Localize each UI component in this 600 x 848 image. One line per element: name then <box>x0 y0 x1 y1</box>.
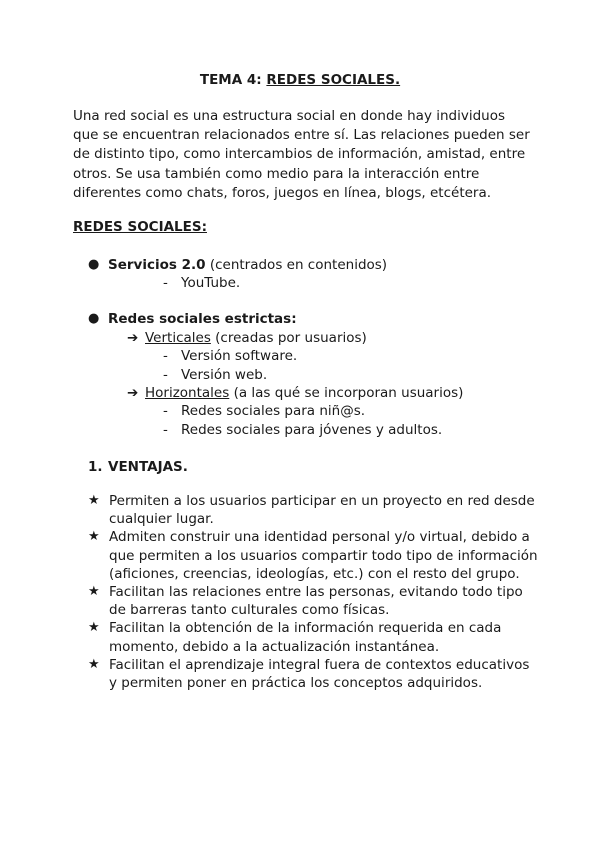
ventajas-heading: VENTAJAS. <box>108 459 188 475</box>
bullet-icon: ● <box>88 311 100 326</box>
star-icon: ★ <box>88 529 100 545</box>
intro-paragraph: Una red social es una estructura social en donde hay individuos que se encuentran relacionados entre sí. Las relaciones pueden ser de distinto tipo, como intercambios de información, amistad, entre otros. Se usa también como medio para la interacción entre diferentes como chats, foros, juegos en línea, blogs, etcétera. <box>73 108 530 201</box>
verticales-item <box>145 329 367 347</box>
arrow-icon: ➔ <box>127 385 139 401</box>
list-item: ★ Admiten construir una identidad personal y/o virtual, debido a que permiten a los usuarios compartir todo tipo de información (aficiones, creencias, ideologías, etc.) con el resto del grupo. <box>88 529 538 582</box>
dash-icon: - <box>163 348 168 364</box>
arrow-icon: ➔ <box>127 330 139 346</box>
list-item: ★ Facilitan las relaciones entre las personas, evitando todo tipo de barreras tanto culturales como físicas. <box>88 584 523 619</box>
verticales-label: Verticales <box>145 330 211 346</box>
ventajas-number: 1. <box>88 459 103 475</box>
page-title <box>0 72 600 88</box>
dash-icon: - <box>163 422 168 438</box>
star-icon: ★ <box>88 493 100 508</box>
horizontales-sub-item: Redes sociales para jóvenes y adultos. <box>181 422 443 438</box>
star-icon: ★ <box>88 656 100 672</box>
bullet-icon: ● <box>88 257 100 272</box>
title-underlined: REDES SOCIALES. <box>266 72 401 88</box>
star-icon: ★ <box>88 620 100 636</box>
dash-icon: - <box>163 367 168 383</box>
horizontales-desc: (a las qué se incorporan usuarios) <box>229 385 464 401</box>
star-icon: ★ <box>88 584 100 600</box>
verticales-sub-item: Versión web. <box>181 367 268 383</box>
list-item: ★ Facilitan la obtención de la información requerida en cada momento, debido a la actualización instantánea. <box>88 620 502 655</box>
dash-icon: - <box>163 275 168 291</box>
servicios-item <box>108 256 387 274</box>
dash-icon: - <box>163 403 168 419</box>
servicios-label: Servicios 2.0 <box>108 257 206 273</box>
verticales-sub-item: Versión software. <box>181 348 298 364</box>
horizontales-sub-item: Redes sociales para niñ@s. <box>181 403 366 419</box>
servicios-desc: (centrados en contenidos) <box>205 257 388 273</box>
list-item: ★ Permiten a los usuarios participar en un proyecto en red desde cualquier lugar. <box>88 493 535 528</box>
verticales-desc: (creadas por usuarios) <box>210 330 367 346</box>
list-item: ★ Facilitan el aprendizaje integral fuera de contextos educativos y permiten poner en práctica los conceptos adquiridos. <box>88 656 530 692</box>
horizontales-item <box>145 384 463 402</box>
section-heading: REDES SOCIALES: <box>73 219 207 235</box>
ventajas-list <box>88 492 538 692</box>
redes-estrictas-label: Redes sociales estrictas: <box>108 311 297 327</box>
horizontales-label: Horizontales <box>145 385 230 401</box>
title-prefix: TEMA 4: <box>199 72 267 88</box>
servicios-sub-item: YouTube. <box>181 275 241 291</box>
